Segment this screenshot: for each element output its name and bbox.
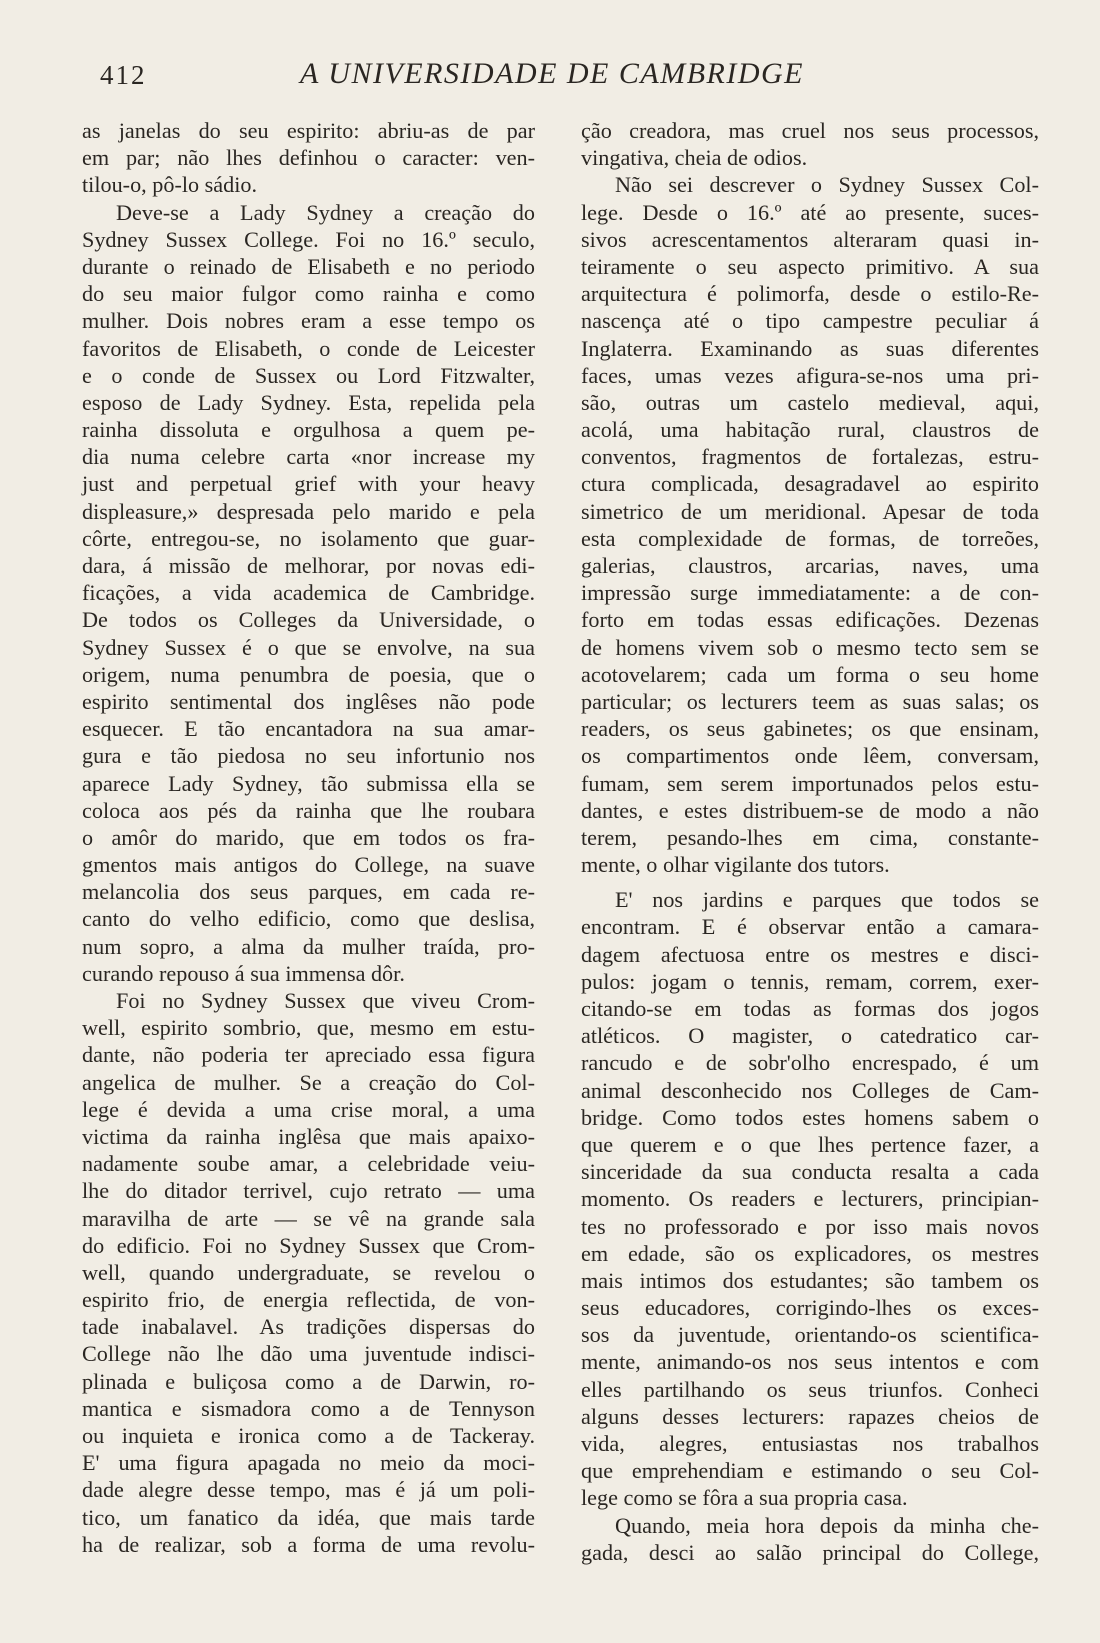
text-line: são, outras um castelo medieval, aqui, xyxy=(581,389,1039,415)
text-line: gada, desci ao salão principal do College, xyxy=(581,1539,1039,1565)
text-line: côrte, entregou-se, no isolamento que guar- xyxy=(82,525,535,551)
right-text-column xyxy=(581,117,1039,1566)
text-line: forto em todas essas edificações. Dezenas xyxy=(581,607,1039,633)
text-line: ção creadora, mas cruel nos seus processos, xyxy=(581,118,1039,143)
text-line: mulher. Dois nobres eram a esse tempo os xyxy=(82,308,535,334)
text-line: maravilha de arte — se vê na grande sala xyxy=(82,1205,535,1231)
text-line: dia numa celebre carta «nor increase my xyxy=(82,444,535,470)
text-line: alguns desses lecturers: rapazes cheios de xyxy=(581,1403,1039,1429)
text-line: faces, umas vezes afigura-se-nos uma pri- xyxy=(581,362,1039,388)
text-line: num sopro, a alma da mulher traída, pro- xyxy=(82,933,535,959)
text-line: particular; os lecturers teem as suas salas; os xyxy=(581,688,1039,714)
text-line: impressão surge immediatamente: a de con- xyxy=(581,580,1039,606)
text-line: well, espirito sombrio, que, mesmo em estu- xyxy=(82,1015,535,1041)
text-line: do edificio. Foi no Sydney Sussex que Crom- xyxy=(82,1232,535,1258)
text-line: do seu maior fulgor como rainha e como xyxy=(82,281,535,307)
text-line: tico, um fanatico da idéa, que mais tarde xyxy=(82,1504,535,1530)
text-line: simetrico de um meridional. Apesar de toda xyxy=(581,498,1039,524)
text-line: plinada e buliçosa como a de Darwin, ro- xyxy=(82,1368,535,1394)
text-line: durante o reinado de Elisabeth e no periodo xyxy=(82,253,535,279)
text-line: dante, não poderia ter apreciado essa figura xyxy=(82,1042,535,1068)
text-line: conventos, fragmentos de fortalezas, estru- xyxy=(581,444,1039,470)
text-line: rancudo e de sobr'olho encrespado, é um xyxy=(581,1050,1039,1076)
text-line: just and perpetual grief with your heavy xyxy=(82,471,535,497)
text-line: em edade, são os explicadores, os mestres xyxy=(581,1240,1039,1266)
text-line: Não sei descrever o Sydney Sussex Col- xyxy=(615,172,1039,198)
paragraph-gap xyxy=(581,878,1039,886)
text-line: sos da juventude, orientando-os scientifica- xyxy=(581,1322,1039,1348)
text-line: mais intimos dos estudantes; são tambem os xyxy=(581,1267,1039,1293)
text-line: esquecer. E tão encantadora na sua amar- xyxy=(82,716,535,742)
text-line: momento. Os readers e lecturers, principian- xyxy=(581,1186,1039,1212)
text-line: College não lhe dão uma juventude indisci- xyxy=(82,1341,535,1367)
text-line: pulos: jogam o tennis, remam, correm, exer- xyxy=(581,968,1039,994)
text-line: E' nos jardins e parques que todos se xyxy=(615,887,1039,913)
text-line: fumam, sem serem importunados pelos estu- xyxy=(581,770,1039,796)
text-line: Deve-se a Lady Sydney a creação do xyxy=(116,199,535,225)
text-line: curando repouso á sua immensa dôr. xyxy=(82,960,405,986)
running-title: A UNIVERSIDADE DE CAMBRIDGE xyxy=(300,57,805,90)
text-line: espirito sentimental dos inglêses não pode xyxy=(82,688,535,714)
text-line: citando-se em todas as formas dos jogos xyxy=(581,996,1039,1021)
text-line: esta complexidade de formas, de torreões, xyxy=(581,525,1039,551)
text-line: Foi no Sydney Sussex que viveu Crom- xyxy=(116,988,535,1013)
text-line: elles partilhando os seus triunfos. Conheci xyxy=(581,1376,1039,1402)
text-line: sinceridade da sua conducta resalta a cada xyxy=(581,1159,1039,1185)
text-line: Inglaterra. Examinando as suas diferentes xyxy=(581,335,1039,361)
text-line: dade alegre desse tempo, mas é já um poli- xyxy=(82,1477,535,1503)
page-number: 412 xyxy=(100,60,147,90)
text-line: ou inquieta e ironica como a de Tackeray. xyxy=(82,1423,535,1448)
text-line: dagem afectuosa entre os mestres e disci- xyxy=(581,941,1039,967)
text-line: readers, os seus gabinetes; os que ensinam, xyxy=(581,716,1039,742)
text-line: gmentos mais antigos do College, na suave xyxy=(82,852,535,878)
text-line: mente, o olhar vigilante dos tutors. xyxy=(581,852,890,878)
text-line: espirito frio, de energia reflectida, de von- xyxy=(82,1287,535,1313)
text-line: dantes, e estes distribuem-se de modo a não xyxy=(581,797,1039,823)
text-line: vida, alegres, entusiastas nos trabalhos xyxy=(581,1431,1039,1456)
text-line: animal desconhecido nos Colleges de Cam- xyxy=(581,1077,1039,1103)
text-line: victima da rainha inglêsa que mais apaixo- xyxy=(82,1123,535,1149)
text-line: ha de realizar, sob a forma de uma revolu- xyxy=(82,1531,535,1557)
text-line: canto do velho edificio, como que deslisa, xyxy=(82,906,535,932)
text-line: lege. Desde o 16.º até ao presente, suces- xyxy=(581,199,1039,225)
text-line: tade inabalavel. As tradições dispersas do xyxy=(82,1314,535,1340)
text-line: favoritos de Elisabeth, o conde de Leicester xyxy=(82,335,535,361)
text-line: os compartimentos onde lêem, conversam, xyxy=(581,743,1039,769)
text-line: ficações, a vida academica de Cambridge. xyxy=(82,580,535,606)
text-line: de homens vivem sob o mesmo tecto sem se xyxy=(581,634,1039,660)
text-line: lege é devida a uma crise moral, a uma xyxy=(82,1096,535,1122)
text-line: Sydney Sussex é o que se envolve, na sua xyxy=(82,634,535,660)
text-line: lhe do ditador terrivel, cujo retrato — uma xyxy=(82,1178,535,1204)
text-line: melancolia dos seus parques, em cada re- xyxy=(82,879,535,905)
text-line: Sydney Sussex College. Foi no 16.º seculo, xyxy=(82,226,535,252)
text-line: seus educadores, corrigindo-lhes os exces- xyxy=(581,1295,1039,1321)
text-line: E' uma figura apagada no meio da moci- xyxy=(82,1450,535,1476)
text-line: dara, á missão de melhorar, por novas edi- xyxy=(82,553,535,578)
text-line: well, quando undergraduate, se revelou o xyxy=(82,1259,535,1285)
text-line: aparece Lady Sydney, tão submissa ella se xyxy=(82,770,535,796)
text-line: nadamente soube amar, a celebridade veiu- xyxy=(82,1151,535,1177)
text-line: galerias, claustros, arcarias, naves, uma xyxy=(581,553,1039,578)
text-line: mantica e sismadora como a de Tennyson xyxy=(82,1395,535,1421)
text-line: angelica de mulher. Se a creação do Col- xyxy=(82,1069,535,1095)
text-line: acotovelarem; cada um forma o seu home xyxy=(581,661,1039,687)
text-line: esposo de Lady Sydney. Esta, repelida pela xyxy=(82,389,535,415)
text-line: vingativa, cheia de odios. xyxy=(581,145,808,171)
text-line: Quando, meia hora depois da minha che- xyxy=(615,1512,1039,1538)
text-line: terem, pesando-lhes em cima, constante- xyxy=(581,824,1039,850)
text-line: origem, numa penumbra de poesia, que o xyxy=(82,661,535,687)
text-line: as janelas do seu espirito: abriu-as de par xyxy=(82,118,535,143)
text-line: encontram. E é observar então a camara- xyxy=(581,914,1039,940)
text-line: gura e tão piedosa no seu infortunio nos xyxy=(82,743,535,769)
text-line: tes no professorado e por isso mais novos xyxy=(581,1213,1039,1239)
text-line: atléticos. O magister, o catedratico car- xyxy=(581,1023,1039,1049)
text-line: rainha dissoluta e orgulhosa a quem pe- xyxy=(82,417,535,443)
text-line: mente, animando-os nos seus intentos e com xyxy=(581,1349,1039,1375)
text-line: que querem e o que lhes pertence fazer, a xyxy=(581,1131,1039,1157)
text-line: coloca aos pés da rainha que lhe roubara xyxy=(82,797,535,823)
text-line: bridge. Como todos estes homens sabem o xyxy=(581,1104,1039,1130)
text-line: arquitectura é polimorfa, desde o estilo-Re- xyxy=(581,281,1039,307)
left-text-column xyxy=(82,117,535,1558)
text-line: displeasure,» despresada pelo marido e pela xyxy=(82,498,535,524)
text-line: acolá, uma habitação rural, claustros de xyxy=(581,417,1039,443)
text-line: teiramente o seu aspecto primitivo. A sua xyxy=(581,253,1039,279)
text-line: e o conde de Sussex ou Lord Fitzwalter, xyxy=(82,362,535,388)
text-line: tilou-o, pô-lo sádio. xyxy=(82,172,258,198)
text-line: o amôr do marido, que em todos os fra- xyxy=(82,824,535,850)
text-line: que emprehendiam e estimando o seu Col- xyxy=(581,1458,1039,1484)
text-line: De todos os Colleges da Universidade, o xyxy=(82,607,535,633)
text-line: lege como se fôra a sua propria casa. xyxy=(581,1485,908,1511)
text-line: sivos acrescentamentos alteraram quasi in- xyxy=(581,226,1039,252)
text-line: em par; não lhes definhou o caracter: ven- xyxy=(82,145,535,171)
text-line: nascença até o tipo campestre peculiar á xyxy=(581,308,1039,334)
text-line: ctura complicada, desagradavel ao espirito xyxy=(581,471,1039,497)
